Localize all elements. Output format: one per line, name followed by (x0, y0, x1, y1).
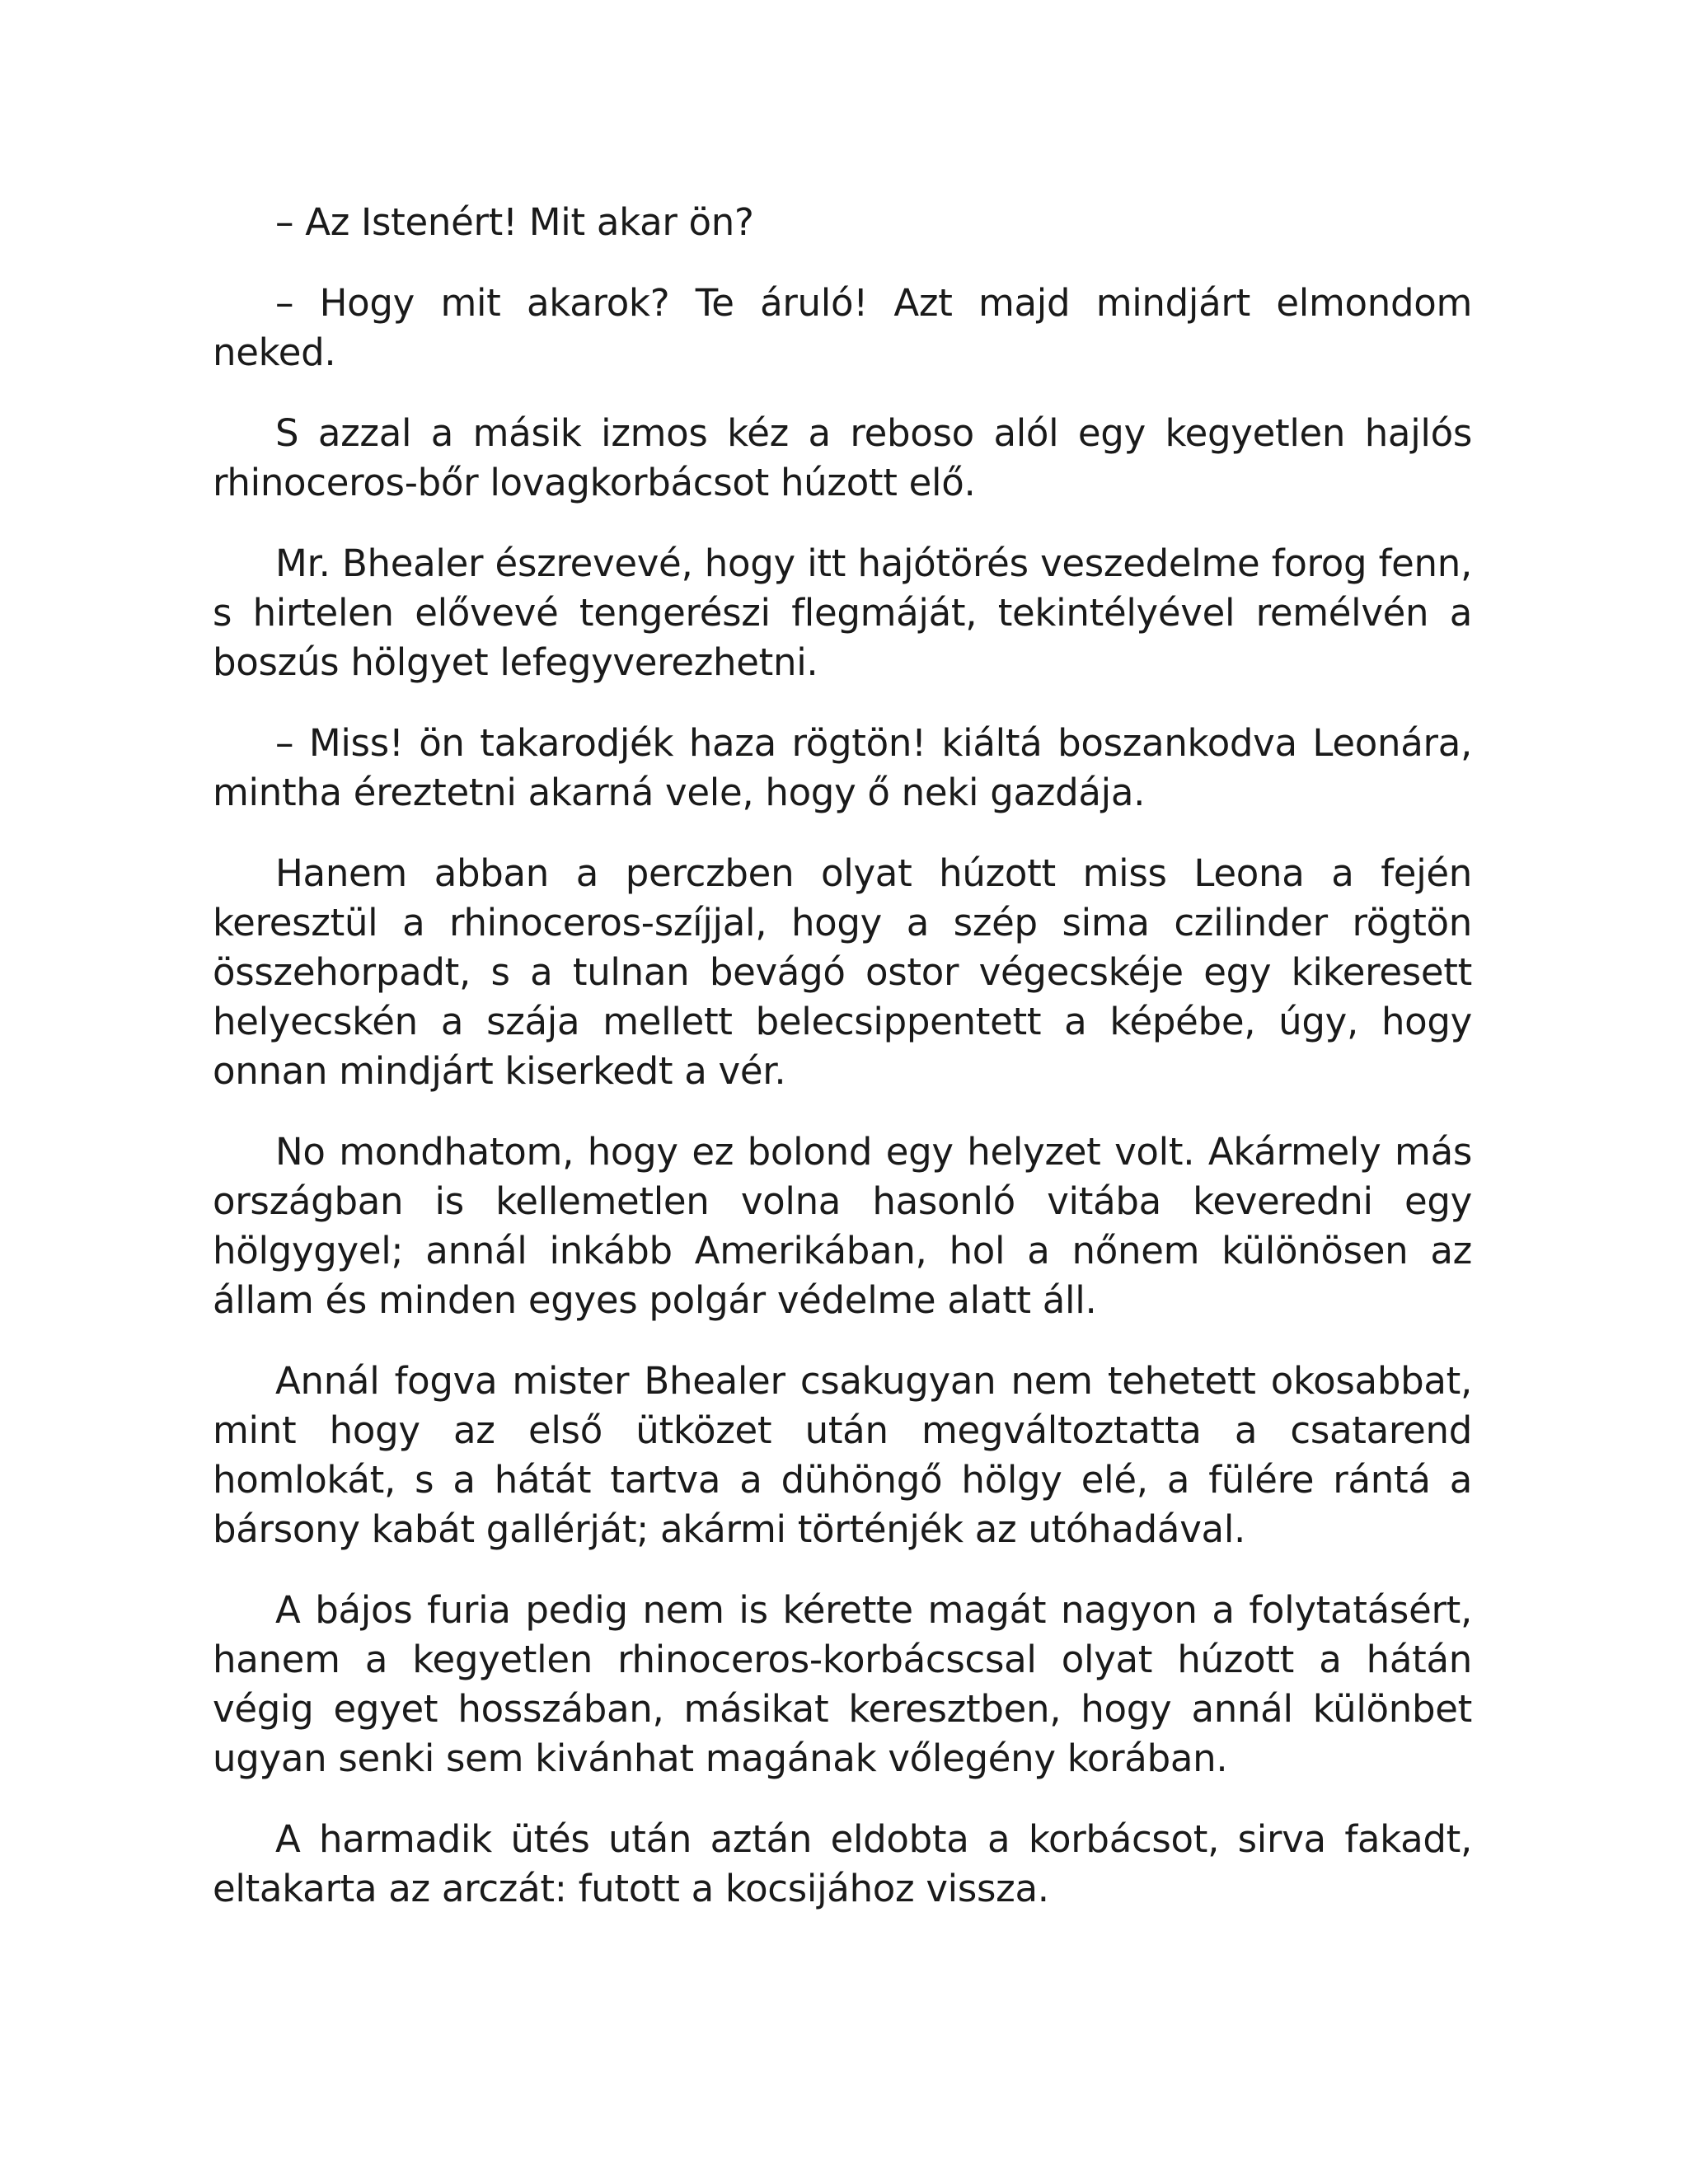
paragraph: – Miss! ön takarodjék haza rögtön! kiáltá boszankodva Leonára, mintha éreztetni akarná vele, hogy ő neki gazdája. (213, 721, 1472, 814)
paragraph: Annál fogva mister Bhealer csakugyan nem tehetett okosabbat, mint hogy az első ütközet után megváltoztatta a csatarend homlokát, s a hátát tartva a dühöngő hölgy elé, a fülére rántá a bársony kabát gallérját; akármi történjék az utóhadával. (213, 1359, 1472, 1551)
paragraph: – Hogy mit akarok? Te áruló! Azt majd mindjárt elmondom neked. (213, 281, 1472, 374)
paragraph: A bájos furia pedig nem is kérette magát nagyon a folytatásért, hanem a kegyetlen rhinoceros-korbácscsal olyat húzott a hátán végig egyet hosszában, másikat keresztben, hogy annál különbet ugyan senki sem kivánhat magának vőlegény korában. (213, 1588, 1472, 1780)
paragraph: S azzal a másik izmos kéz a reboso alól egy kegyetlen hajlós rhinoceros-bőr lovagkorbácsot húzott elő. (213, 411, 1472, 504)
paragraph: A harmadik ütés után aztán eldobta a korbácsot, sirva fakadt, eltakarta az arczát: futott a kocsijához vissza. (213, 1817, 1472, 1910)
paragraph: Hanem abban a perczben olyat húzott miss Leona a fején keresztül a rhinoceros-szíjjal, hogy a szép sima czilinder rögtön összehorpadt, s a tulnan bevágó ostor végecskéje egy kikeresett helyecskén a szája mellett belecsippentett a képébe, úgy, hogy onnan mindjárt kiserkedt a vér. (213, 851, 1472, 1093)
body-text (213, 198, 1472, 1945)
paragraph: – Az Istenért! Mit akar ön? (275, 200, 754, 244)
paragraph: No mondhatom, hogy ez bolond egy helyzet volt. Akármely más országban is kellemetlen volna hasonló vitába keveredni egy hölgygyel; annál inkább Amerikában, hol a nőnem különösen az állam és minden egyes polgár védelme alatt áll. (213, 1130, 1472, 1322)
paragraph: Mr. Bhealer észrevevé, hogy itt hajótörés veszedelme forog fenn, s hirtelen elővevé tengerészi flegmáját, tekintélyével remélvén a boszús hölgyet lefegyverezhetni. (213, 541, 1472, 684)
